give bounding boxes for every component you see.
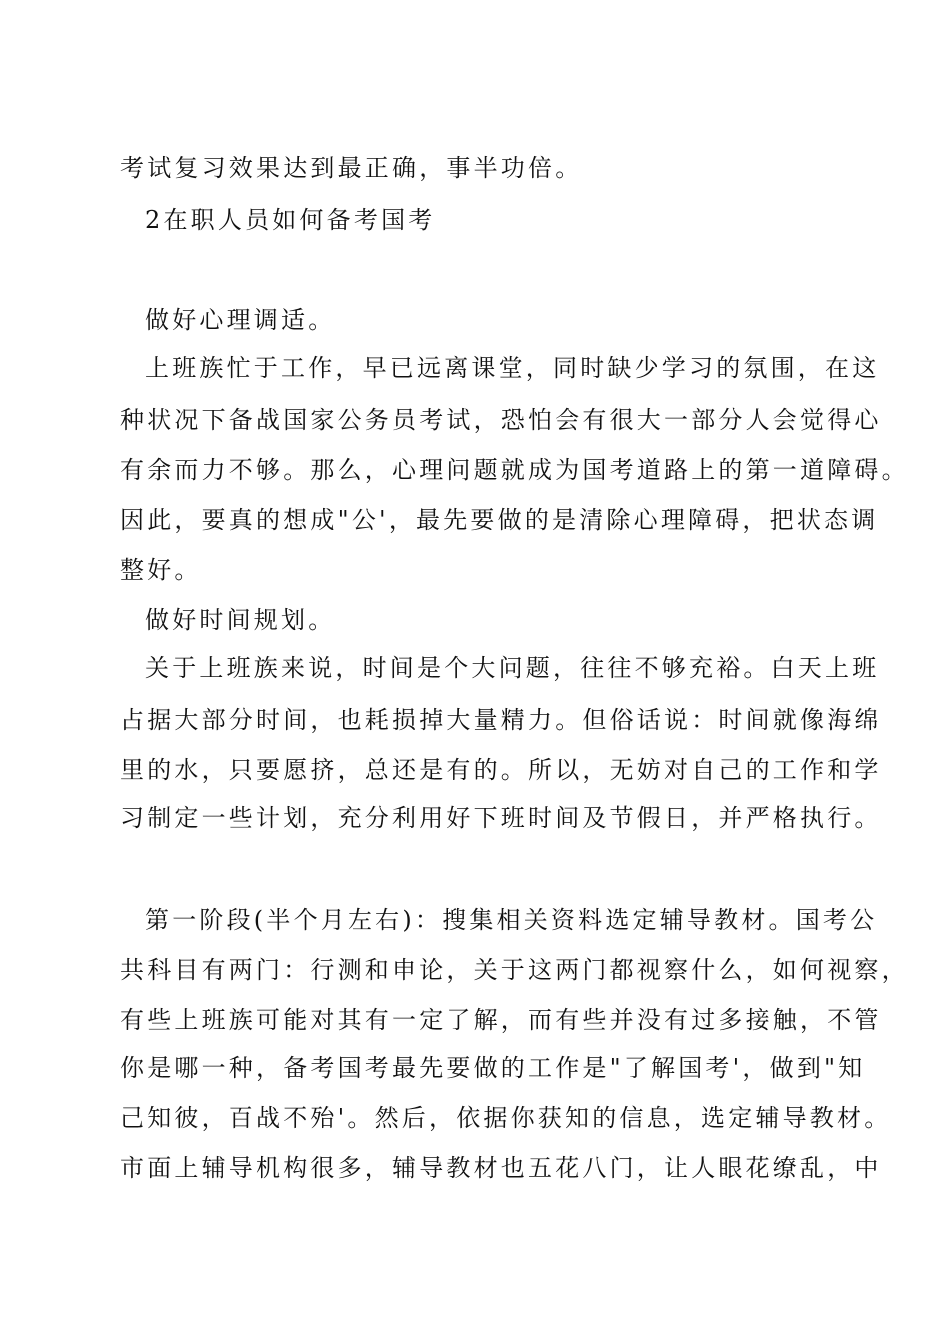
- text-line: 因此，要真的想成"公'，最先要做的是清除心理障碍，把状态调: [120, 506, 879, 534]
- text-line: 考试复习效果达到最正确，事半功倍。: [120, 154, 583, 182]
- text-line: 市面上辅导机构很多，辅导教材也五花八门，让人眼花缭乱，中: [120, 1154, 882, 1182]
- text-line: 上班族忙于工作，早已远离课堂，同时缺少学习的氛围，在这: [145, 354, 880, 382]
- text-line: 有些上班族可能对其有一定了解，而有些并没有过多接触，不管: [120, 1006, 882, 1034]
- text-line: 里的水，只要愿挤，总还是有的。所以，无妨对自己的工作和学: [120, 756, 882, 784]
- text-line: 习制定一些计划，充分利用好下班时间及节假日，并严格执行。: [120, 804, 882, 832]
- text-line: 第一阶段(半个月左右)：搜集相关资料选定辅导教材。国考公: [145, 906, 878, 934]
- text-line: 己知彼，百战不殆'。然后，依据你获知的信息，选定辅导教材。: [120, 1104, 892, 1132]
- text-line: 你是哪一种，备考国考最先要做的工作是"了解国考'，做到"知: [120, 1054, 866, 1082]
- text-line: 整好。: [120, 556, 202, 584]
- section-heading: 2在职人员如何备考国考: [145, 206, 436, 234]
- text-line: 占据大部分时间，也耗损掉大量精力。但俗话说：时间就像海绵: [120, 706, 882, 734]
- paragraph-heading: 做好时间规划。: [145, 606, 336, 634]
- paragraph-heading: 做好心理调适。: [145, 306, 336, 334]
- text-line: 种状况下备战国家公务员考试，恐怕会有很大一部分人会觉得心: [120, 406, 882, 434]
- text-line: 有余而力不够。那么，心理问题就成为国考道路上的第一道障碍。: [120, 456, 909, 484]
- text-line: 共科目有两门：行测和申论，关于这两门都视察什么，如何视察，: [120, 956, 909, 984]
- text-line: 关于上班族来说，时间是个大问题，往往不够充裕。白天上班: [145, 654, 880, 682]
